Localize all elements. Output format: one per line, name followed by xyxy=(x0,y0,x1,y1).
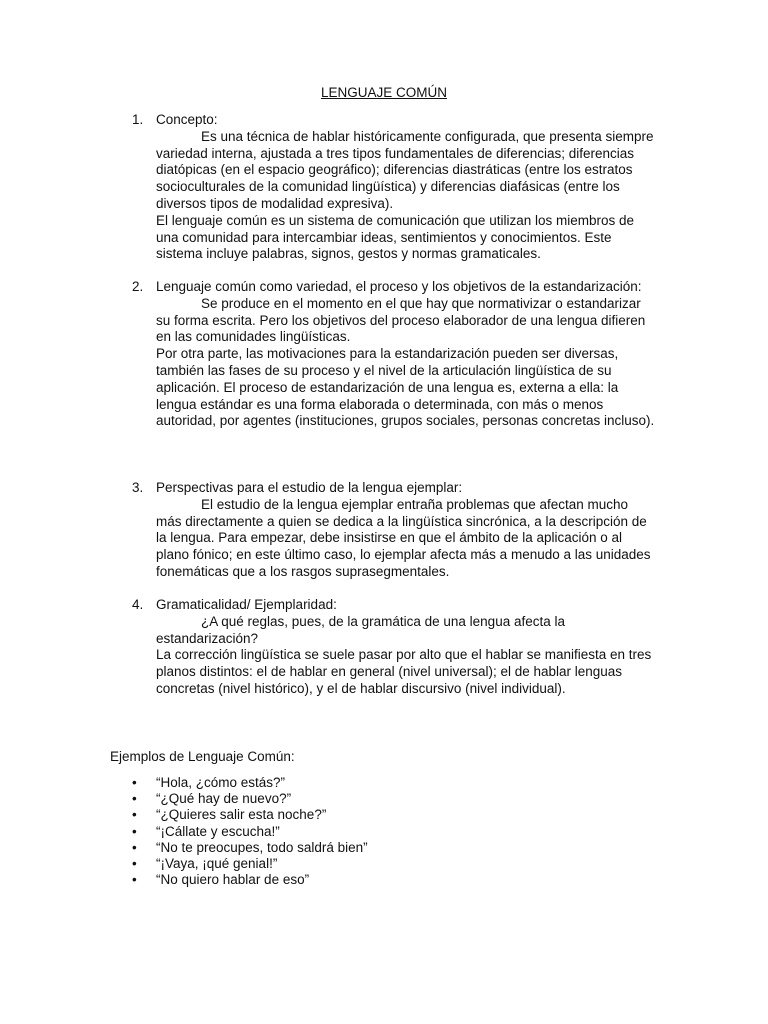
list-item-text: “Hola, ¿cómo estás?” xyxy=(156,775,286,790)
section-body xyxy=(156,597,657,698)
list-item xyxy=(132,856,368,872)
section-number: 4. xyxy=(132,597,144,612)
list-item xyxy=(132,840,368,856)
list-item xyxy=(132,791,368,807)
section-body xyxy=(156,480,657,581)
list-item-text: “No quiero hablar de eso” xyxy=(156,872,310,888)
list-item xyxy=(132,824,368,840)
section-estandarizacion xyxy=(132,279,657,430)
section-number: 3. xyxy=(132,480,144,495)
list-item-text: “¿Qué hay de nuevo?” xyxy=(156,791,292,807)
section-paragraph: El estudio de la lengua ejemplar entraña problemas que afectan mucho más directamente a quien se dedica a la lingüística sincrónica, a la descripción de la lengua. Para empezar, debe insistirse en que el ámbito de la aplicación o al plano fónico; en este último caso, lo ejemplar afecta más a menudo a las unidades fonemáticas que a los rasgos suprasegmentales. xyxy=(156,496,651,579)
bullet-icon: • xyxy=(132,775,137,790)
list-item-text: “No te preocupes, todo saldrá bien” xyxy=(156,839,368,855)
list-item-text: “¡Vaya, ¡qué genial!” xyxy=(156,856,278,872)
section-heading: Perspectivas para el estudio de la lengua ejemplar: xyxy=(156,480,463,495)
section-number: 2. xyxy=(132,279,144,294)
list-item-text: “¿Quieres salir esta noche?” xyxy=(156,807,327,823)
bullet-icon: • xyxy=(132,823,137,839)
bullet-icon: • xyxy=(132,791,137,807)
bullet-icon: • xyxy=(132,856,137,872)
section-paragraph: La corrección lingüística se suele pasar por alto que el hablar se manifiesta en tres planos distintos: el de hablar en general (nivel universal); el de hablar lenguas concretas (nivel histórico), y el de hablar discursivo (nivel individual). xyxy=(156,647,652,696)
section-heading: Lenguaje común como variedad, el proceso y los objetivos de la estandarización: xyxy=(156,279,642,294)
list-item-text: “¡Cállate y escucha!” xyxy=(156,823,280,839)
list-item xyxy=(132,775,368,791)
section-perspectivas xyxy=(132,480,657,581)
bullet-icon: • xyxy=(132,807,137,823)
section-concepto xyxy=(132,112,657,263)
bullet-icon: • xyxy=(132,839,137,855)
list-item xyxy=(132,872,368,888)
examples-heading: Ejemplos de Lenguaje Común: xyxy=(110,749,295,764)
section-paragraph: Se produce en el momento en el que hay que normativizar o estandarizar su forma escrita. Pero los objetivos del proceso elaborador de una lengua difieren en las comunidades lingüísticas. xyxy=(156,295,646,345)
section-paragraph: Es una técnica de hablar históricamente configurada, que presenta siempre variedad interna, ajustada a tres tipos fundamentales de diferencias; diferencias diatópicas (en el espacio geográfico); diferencias diastráticas (entre los estratos socioculturales de la comunidad lingüística) y diferencias diafásicas (entre los diversos tipos de modalidad expresiva). xyxy=(156,128,654,211)
section-number: 1. xyxy=(132,112,144,127)
section-heading: Concepto: xyxy=(156,112,218,127)
section-paragraph: Por otra parte, las motivaciones para la estandarización pueden ser diversas, también las fases de su proceso y el nivel de la articulación lingüística de su aplicación. El proceso de estandarización de una lengua es, externa a ella: la lengua estándar es una forma elaborada o determinada, con más o menos autoridad, por agentes (instituciones, grupos sociales, personas concretas incluso). xyxy=(156,346,655,429)
document-title: LENGUAJE COMÚN xyxy=(320,85,447,100)
list-item xyxy=(132,807,368,823)
bullet-icon: • xyxy=(132,872,137,888)
section-paragraph: ¿A qué reglas, pues, de la gramática de una lengua afecta la estandarización? xyxy=(156,613,565,646)
section-paragraph: El lenguaje común es un sistema de comunicación que utilizan los miembros de una comunidad para intercambiar ideas, sentimientos y conocimientos. Este sistema incluye palabras, signos, gestos y normas gramaticales. xyxy=(156,212,635,262)
section-gramaticalidad xyxy=(132,597,657,698)
section-heading: Gramaticalidad/ Ejemplaridad: xyxy=(156,597,337,612)
examples-list xyxy=(132,775,368,888)
section-body xyxy=(156,279,657,430)
section-body xyxy=(156,112,657,263)
